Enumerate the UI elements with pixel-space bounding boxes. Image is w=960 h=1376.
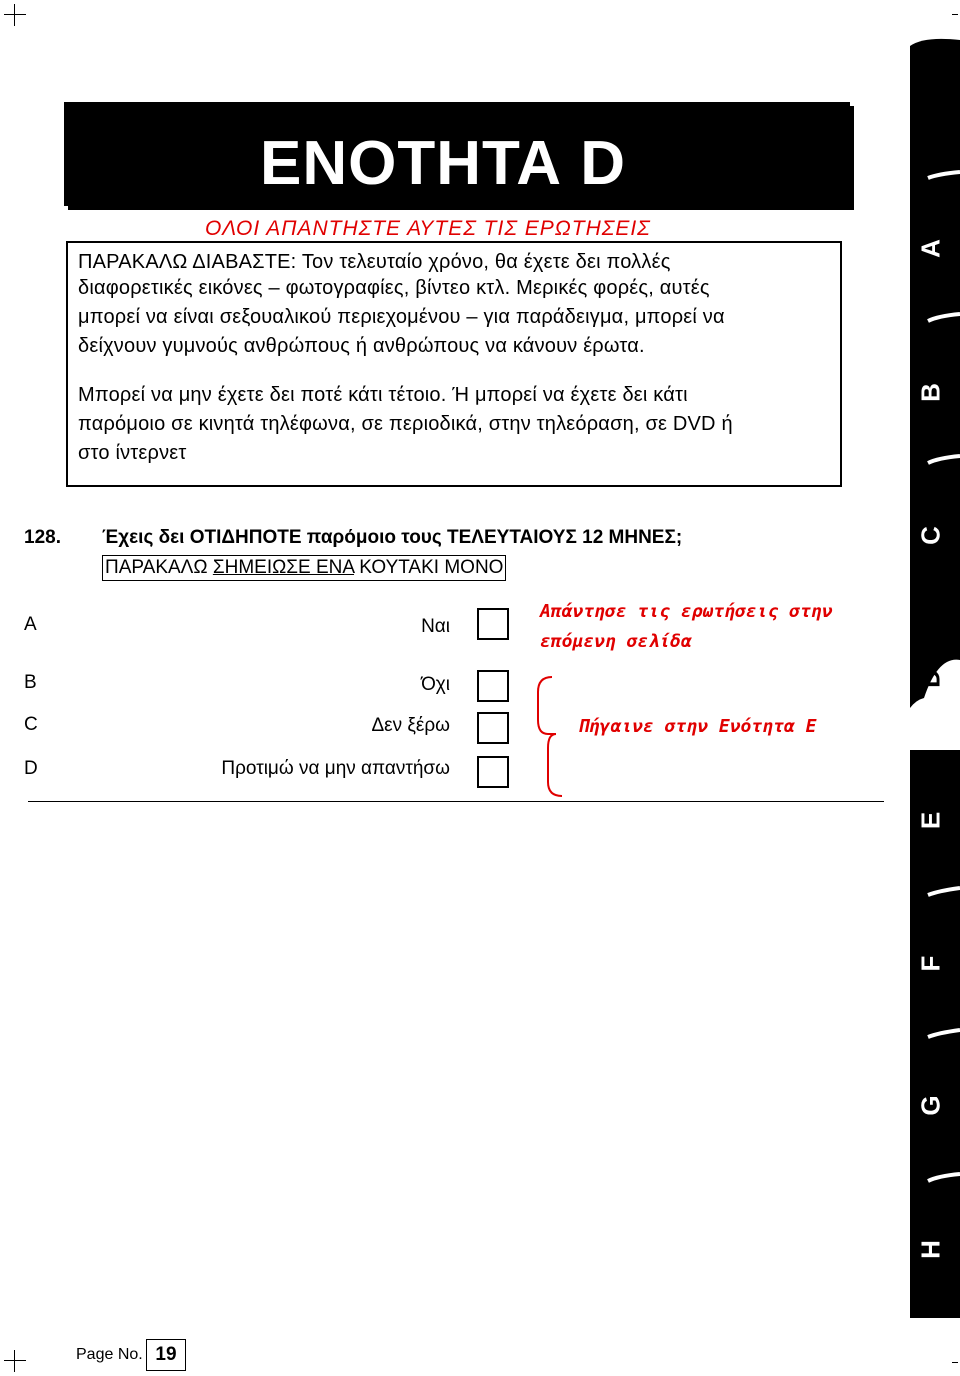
- curly-brace-icon: [532, 674, 572, 800]
- notice-line: παρόμοιο σε κινητά τηλέφωνα, σε περιοδικά, στην τηλεόραση, σε DVD ή: [78, 413, 733, 435]
- page-number: 19: [146, 1339, 186, 1371]
- crop-mark-bottom-left: [4, 1350, 26, 1372]
- notice-line: στο ίντερνετ: [78, 442, 187, 464]
- crop-mark-bottom-right: [952, 1362, 958, 1363]
- notice-line: διαφορετικές εικόνες – φωτογραφίες, βίντεο κτλ. Μερικές φορές, αυτές: [78, 277, 710, 299]
- option-label: Ναι: [421, 616, 450, 637]
- notice-line: Μπορεί να μην έχετε δει ποτέ κάτι τέτοιο. Ή μπορεί να έχετε δει κάτι: [78, 384, 688, 406]
- page-number-label: Page No.: [76, 1346, 143, 1363]
- instruction-part: ΠΑΡΑΚΑΛΩ: [105, 557, 213, 578]
- route-yes-line: Απάντησε τις ερωτήσεις στην: [540, 601, 833, 622]
- section-tab-f[interactable]: F: [915, 955, 946, 972]
- notice-line: δείχνουν γυμνούς ανθρώπους ή ανθρώπους να κάνουν έρωτα.: [78, 335, 645, 357]
- option-letter: C: [24, 714, 38, 735]
- instruction-part: ΚΟΥΤΑΚΙ ΜΟΝΟ: [354, 557, 504, 578]
- checkbox-yes[interactable]: [477, 608, 509, 640]
- all-answer-note: ΟΛΟΙ ΑΠΑΝΤΗΣΤΕ ΑΥΤΕΣ ΤΙΣ ΕΡΩΤΗΣΕΙΣ: [205, 217, 651, 240]
- section-tab-h[interactable]: H: [915, 1240, 946, 1259]
- section-tab-b[interactable]: B: [915, 383, 946, 402]
- option-letter: A: [24, 614, 37, 635]
- question-instruction: [102, 555, 506, 581]
- question-number: 128.: [24, 527, 61, 548]
- crop-mark-top-right: [952, 14, 958, 15]
- option-label: Δεν ξέρω: [371, 715, 450, 736]
- section-tab-c[interactable]: C: [915, 526, 946, 545]
- divider-line: [28, 801, 884, 802]
- notice-box: [66, 241, 842, 487]
- crop-mark-top-left: [4, 4, 26, 26]
- section-tab-g[interactable]: G: [915, 1095, 946, 1116]
- option-label: Προτιμώ να μην απαντήσω: [221, 758, 450, 779]
- section-title: ΕΝΟΤΗΤΑ D: [260, 129, 627, 198]
- option-label: Όχι: [421, 674, 450, 695]
- checkbox-no[interactable]: [477, 670, 509, 702]
- section-tab-e[interactable]: E: [915, 811, 946, 830]
- option-letter: B: [24, 672, 37, 693]
- notice-line: ΠΑΡΑΚΑΛΩ ΔΙΑΒΑΣΤΕ: Τον τελευταίο χρόνο, θα έχετε δει πολλές: [78, 251, 671, 273]
- route-yes-line: επόμενη σελίδα: [540, 631, 692, 652]
- checkbox-prefer-not[interactable]: [477, 756, 509, 788]
- checkbox-dont-know[interactable]: [477, 712, 509, 744]
- notice-line: μπορεί να είναι σεξουαλικού περιεχομένου – για παράδειγμα, μπορεί να: [78, 306, 725, 328]
- question-text: Έχεις δει ΟΤΙΔΗΠΟΤΕ παρόμοιο τους ΤΕΛΕΥΤΑΙΟΥΣ 12 ΜΗΝΕΣ;: [102, 527, 683, 548]
- section-tab-a[interactable]: A: [915, 239, 946, 258]
- route-other: Πήγαινε στην Ενότητα E: [578, 716, 817, 737]
- instruction-emphasis: ΣΗΜΕΙΩΣΕ ΕΝΑ: [212, 557, 355, 578]
- option-letter: D: [24, 758, 38, 779]
- section-tab-d[interactable]: D: [915, 669, 946, 688]
